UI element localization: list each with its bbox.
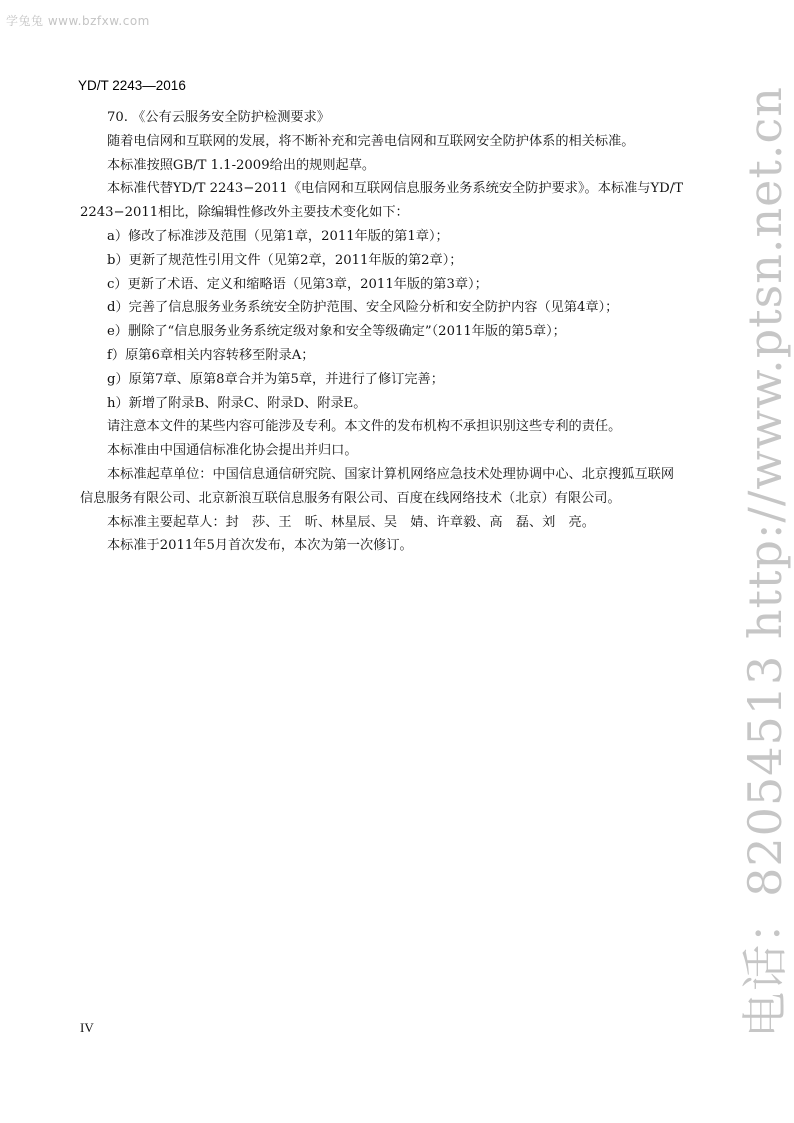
paragraph-line: 2243−2011相比，除编辑性修改外主要技术变化如下： (80, 205, 409, 221)
paragraph-line: 本标准按照GB/T 1.1-2009给出的规则起草。 (107, 157, 376, 173)
paragraph-line: e）删除了“信息服务业务系统定级对象和安全等级确定”（2011年版的第5章）； (107, 324, 566, 340)
watermark-side: 电话：82054513 http://www.ptsn.net.cn (738, 86, 792, 1038)
paragraph-line: 本标准由中国通信标准化协会提出并归口。 (107, 443, 358, 459)
document-body (80, 106, 720, 558)
watermark-top: 学兔兔 www.bzfxw.com (6, 14, 150, 28)
paragraph-line: 请注意本文件的某些内容可能涉及专利。本文件的发布机构不承担识别这些专利的责任。 (107, 419, 622, 435)
paragraph-line: g）原第7章、原第8章合并为第5章，并进行了修订完善； (107, 371, 444, 387)
paragraph-line: 本标准于2011年5月首次发布，本次为第一次修订。 (107, 538, 413, 554)
paragraph-line: 本标准主要起草人：封 莎、王 昕、林星辰、吴 婧、许章毅、高 磊、刘 亮。 (107, 514, 595, 530)
document-code-header: YD/T 2243—2016 (78, 78, 186, 93)
paragraph-line: a）修改了标准涉及范围（见第1章，2011年版的第1章）； (107, 228, 449, 244)
page-number: IV (80, 1020, 94, 1035)
paragraph-line: c）更新了术语、定义和缩略语（见第3章，2011年版的第3章）； (107, 276, 488, 292)
paragraph-line: 本标准代替YD/T 2243−2011《电信网和互联网信息服务业务系统安全防护要求》。本标准与YD/T (107, 181, 683, 197)
paragraph-line: 本标准起草单位：中国信息通信研究院、国家计算机网络应急技术处理协调中心、北京搜狐互联网 (107, 466, 675, 482)
paragraph-line: 随着电信网和互联网的发展，将不断补充和完善电信网和互联网安全防护体系的相关标准。 (107, 133, 635, 149)
paragraph-line: 信息服务有限公司、北京新浪互联信息服务有限公司、百度在线网络技术（北京）有限公司。 (80, 490, 621, 506)
paragraph-line: f）原第6章相关内容转移至附录A； (107, 347, 315, 363)
paragraph-line: h）新增了附录B、附录C、附录D、附录E。 (107, 395, 367, 411)
paragraph-line: d）完善了信息服务业务系统安全防护范围、安全风险分析和安全防护内容（见第4章）； (107, 300, 619, 316)
paragraph-line: b）更新了规范性引用文件（见第2章，2011年版的第2章）； (107, 252, 463, 268)
paragraph-line: 70. 《公有云服务安全防护检测要求》 (107, 110, 330, 125)
